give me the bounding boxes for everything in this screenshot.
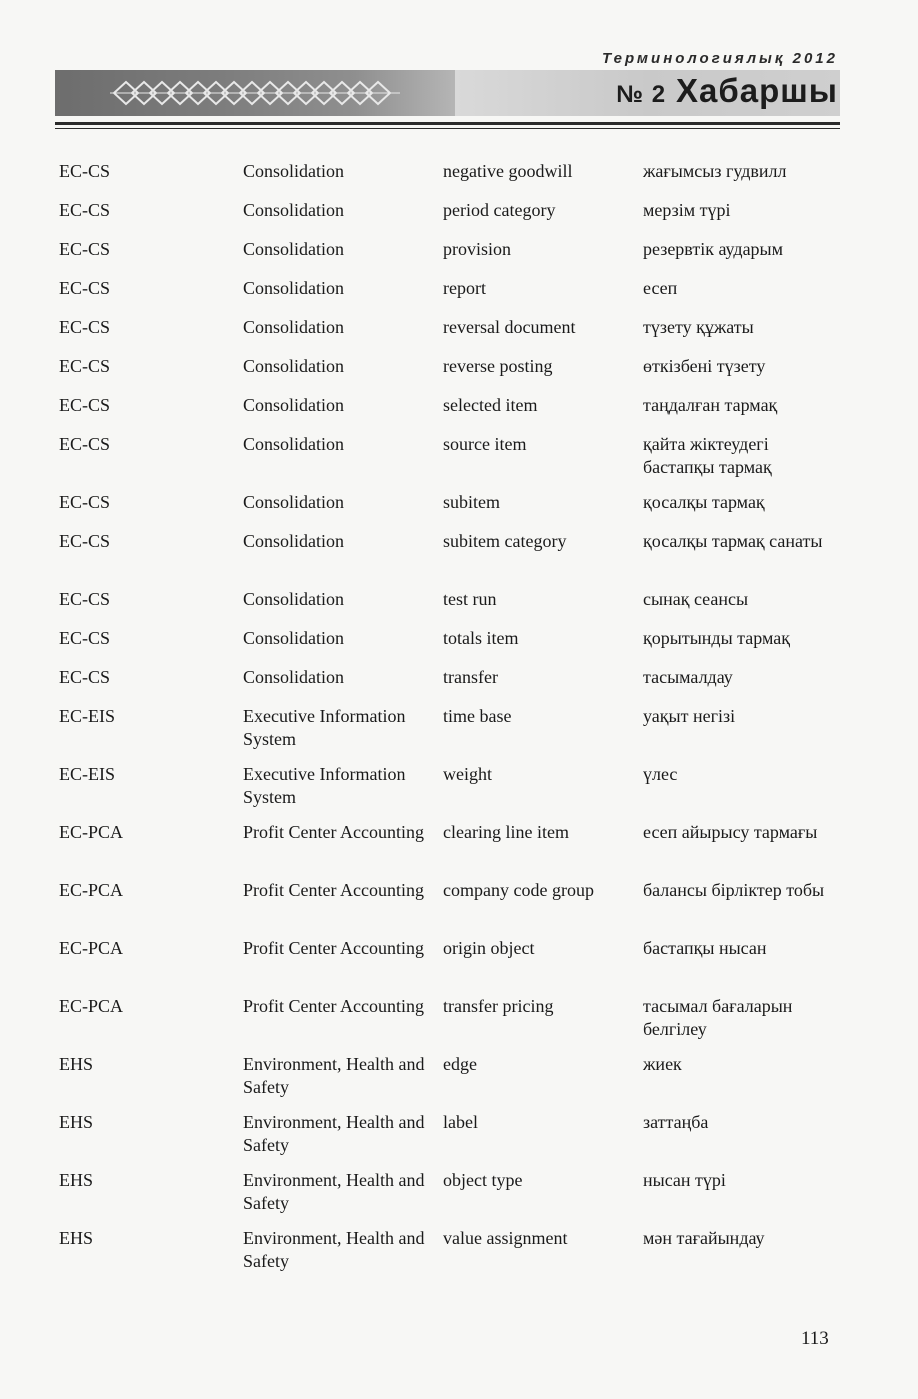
term-code: EHS xyxy=(59,1054,94,1074)
term-row xyxy=(59,588,849,627)
term-english: provision xyxy=(443,239,512,259)
term-english: period category xyxy=(443,200,556,220)
term-kazakh: түзету құжаты xyxy=(643,317,754,337)
term-code: EC-PCA xyxy=(59,938,124,958)
term-module: Environment, Health and Safety xyxy=(243,1112,425,1155)
term-english: subitem xyxy=(443,492,500,512)
term-module: Consolidation xyxy=(243,589,345,609)
term-module: Consolidation xyxy=(243,317,345,337)
term-english: label xyxy=(443,1112,478,1132)
term-row xyxy=(59,316,849,355)
term-row xyxy=(59,491,849,530)
term-code: EC-CS xyxy=(59,628,111,648)
term-code: EHS xyxy=(59,1228,94,1248)
term-row xyxy=(59,433,849,491)
term-module: Consolidation xyxy=(243,434,345,454)
page-number: 113 xyxy=(801,1328,829,1349)
term-row xyxy=(59,627,849,666)
term-english: clearing line item xyxy=(443,822,569,842)
terminology-table xyxy=(59,160,849,1285)
term-module: Environment, Health and Safety xyxy=(243,1228,425,1271)
term-code: EC-CS xyxy=(59,434,111,454)
term-module: Profit Center Accounting xyxy=(243,996,424,1016)
term-english: source item xyxy=(443,434,527,454)
term-english: transfer pricing xyxy=(443,996,554,1016)
term-kazakh: бастапқы нысан xyxy=(643,938,767,958)
term-module: Environment, Health and Safety xyxy=(243,1170,425,1213)
term-kazakh: қосалқы тармақ санаты xyxy=(643,531,823,551)
term-code: EC-EIS xyxy=(59,764,115,784)
term-english: object type xyxy=(443,1170,523,1190)
term-english: time base xyxy=(443,706,512,726)
header-rule-thin xyxy=(55,128,840,129)
term-kazakh: заттаңба xyxy=(643,1112,709,1132)
term-code: EHS xyxy=(59,1112,94,1132)
term-kazakh: жағымсыз гудвилл xyxy=(643,161,787,181)
term-row xyxy=(59,1227,849,1285)
term-row xyxy=(59,530,849,588)
term-code: EC-CS xyxy=(59,200,111,220)
page-header xyxy=(0,0,918,140)
term-kazakh: есеп айырысу тармағы xyxy=(643,822,818,842)
term-kazakh: қайта жіктеудегі бастапқы тармақ xyxy=(643,434,772,477)
term-english: company code group xyxy=(443,880,594,900)
term-english: origin object xyxy=(443,938,535,958)
term-english: negative goodwill xyxy=(443,161,573,181)
term-row xyxy=(59,355,849,394)
term-module: Consolidation xyxy=(243,531,345,551)
term-kazakh: тасымал бағаларын белгілеу xyxy=(643,996,793,1039)
term-module: Executive Information System xyxy=(243,764,406,807)
term-kazakh: үлес xyxy=(643,764,678,784)
term-row xyxy=(59,238,849,277)
ornament-pattern-icon xyxy=(110,74,400,112)
term-english: report xyxy=(443,278,486,298)
term-kazakh: мән тағайындау xyxy=(643,1228,765,1248)
term-english: reverse posting xyxy=(443,356,553,376)
term-row xyxy=(59,879,849,937)
term-module: Consolidation xyxy=(243,278,345,298)
term-english: weight xyxy=(443,764,492,784)
term-module: Consolidation xyxy=(243,200,345,220)
term-code: EC-CS xyxy=(59,317,111,337)
term-english: value assignment xyxy=(443,1228,568,1248)
term-module: Consolidation xyxy=(243,161,345,181)
term-code: EC-CS xyxy=(59,531,111,551)
term-module: Consolidation xyxy=(243,356,345,376)
term-code: EHS xyxy=(59,1170,94,1190)
term-code: EC-PCA xyxy=(59,822,124,842)
term-code: EC-EIS xyxy=(59,706,115,726)
term-row xyxy=(59,1111,849,1169)
term-kazakh: мерзім түрі xyxy=(643,200,731,220)
term-row xyxy=(59,995,849,1053)
term-module: Profit Center Accounting xyxy=(243,822,424,842)
term-code: EC-PCA xyxy=(59,996,124,1016)
journal-name: Терминологиялық 2012 xyxy=(602,50,838,67)
term-kazakh: балансы бірліктер тобы xyxy=(643,880,825,900)
term-kazakh: нысан түрі xyxy=(643,1170,726,1190)
term-module: Executive Information System xyxy=(243,706,406,749)
term-code: EC-CS xyxy=(59,492,111,512)
term-code: EC-CS xyxy=(59,278,111,298)
term-kazakh: таңдалған тармақ xyxy=(643,395,778,415)
term-row xyxy=(59,937,849,995)
term-row xyxy=(59,666,849,705)
term-kazakh: есеп xyxy=(643,278,678,298)
term-row xyxy=(59,821,849,879)
term-module: Profit Center Accounting xyxy=(243,880,424,900)
term-module: Environment, Health and Safety xyxy=(243,1054,425,1097)
term-kazakh: тасымалдау xyxy=(643,667,733,687)
issue-title xyxy=(616,72,838,110)
term-kazakh: қосалқы тармақ xyxy=(643,492,765,512)
term-kazakh: сынақ сеансы xyxy=(643,589,749,609)
term-english: subitem category xyxy=(443,531,567,551)
term-code: EC-CS xyxy=(59,161,111,181)
term-english: transfer xyxy=(443,667,498,687)
term-row xyxy=(59,394,849,433)
ornament-band xyxy=(55,70,455,116)
term-row xyxy=(59,1169,849,1227)
term-module: Profit Center Accounting xyxy=(243,938,424,958)
term-module: Consolidation xyxy=(243,395,345,415)
term-english: selected item xyxy=(443,395,538,415)
term-kazakh: қорытынды тармақ xyxy=(643,628,790,648)
term-code: EC-CS xyxy=(59,356,111,376)
term-row xyxy=(59,1053,849,1111)
term-english: edge xyxy=(443,1054,477,1074)
term-kazakh: уақыт негізі xyxy=(643,706,736,726)
term-code: EC-CS xyxy=(59,667,111,687)
term-english: test run xyxy=(443,589,497,609)
term-code: EC-CS xyxy=(59,239,111,259)
term-code: EC-PCA xyxy=(59,880,124,900)
issue-number: № 2 xyxy=(616,81,667,108)
header-rule xyxy=(55,122,840,125)
term-code: EC-CS xyxy=(59,395,111,415)
term-module: Consolidation xyxy=(243,667,345,687)
term-kazakh: резервтік аударым xyxy=(643,239,784,259)
term-row xyxy=(59,199,849,238)
term-row xyxy=(59,763,849,821)
term-module: Consolidation xyxy=(243,628,345,648)
term-kazakh: өткізбені түзету xyxy=(643,356,766,376)
issue-title-text: Хабаршы xyxy=(676,72,838,109)
term-code: EC-CS xyxy=(59,589,111,609)
term-module: Consolidation xyxy=(243,239,345,259)
term-english: reversal document xyxy=(443,317,576,337)
term-row xyxy=(59,160,849,199)
term-row xyxy=(59,705,849,763)
term-row xyxy=(59,277,849,316)
term-module: Consolidation xyxy=(243,492,345,512)
term-kazakh: жиек xyxy=(643,1054,682,1074)
term-english: totals item xyxy=(443,628,519,648)
